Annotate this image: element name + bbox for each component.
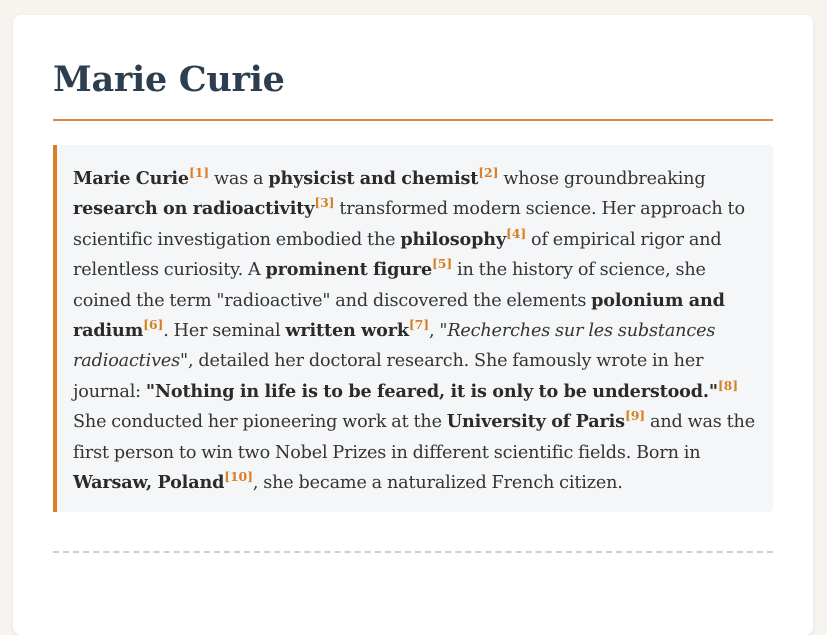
title-divider xyxy=(53,119,773,121)
bio-text: , she became a naturalized French citizen. xyxy=(252,473,623,494)
citation-9[interactable]: [9] xyxy=(624,408,646,424)
biography-highlight xyxy=(53,145,773,512)
citation-5[interactable]: [5] xyxy=(432,256,453,272)
bio-text: , detailed her doctoral research. She famously wrote in her journal: xyxy=(73,351,704,402)
bio-text: whose groundbreaking xyxy=(498,169,706,189)
bold-elements: polonium and radium xyxy=(73,289,725,342)
subject-name: Marie Curie xyxy=(73,168,189,189)
bio-text: in the history of science, she coined the term "radioactive" and discovered the elements xyxy=(73,260,706,311)
bio-text: , xyxy=(428,321,440,342)
bold-profession: physicist and chemist xyxy=(268,168,479,189)
bold-prominent-figure: prominent figure xyxy=(265,259,433,281)
bio-text: She conducted her pioneering work at the xyxy=(73,412,447,433)
citation-10[interactable]: [10] xyxy=(224,469,253,485)
citation-7[interactable]: [7] xyxy=(408,317,429,333)
citation-4[interactable]: [4] xyxy=(506,225,527,241)
section-divider xyxy=(53,551,773,553)
bio-text: transformed modern science. Her approach to scientific investigation embodied the xyxy=(73,199,745,250)
citation-8[interactable]: [8] xyxy=(717,377,738,393)
bold-research: research on radioactivity xyxy=(73,198,315,220)
citation-1[interactable]: [1] xyxy=(188,165,210,180)
bold-birthplace: Warsaw, Poland xyxy=(73,472,225,494)
bold-university: University of Paris xyxy=(446,411,625,433)
work-title: "Recherches sur les substances radioactives" xyxy=(73,321,716,372)
citation-2[interactable]: [2] xyxy=(478,165,499,180)
page-title: Marie Curie xyxy=(53,59,285,100)
article-card xyxy=(13,15,813,635)
citation-6[interactable]: [6] xyxy=(143,317,164,333)
bold-philosophy: philosophy xyxy=(400,228,507,250)
bold-written-work: written work xyxy=(285,320,409,342)
bio-text: was a xyxy=(209,169,269,189)
bio-text: and was the first person to win two Nobel Prizes in different scientific fields. Born in xyxy=(73,412,755,463)
citation-3[interactable]: [3] xyxy=(314,195,335,211)
bold-quote: "Nothing in life is to be feared, it is only to be understood." xyxy=(145,380,718,402)
bio-text: of empirical rigor and relentless curiosity. A xyxy=(73,229,722,281)
bio-text: . Her seminal xyxy=(163,321,286,342)
